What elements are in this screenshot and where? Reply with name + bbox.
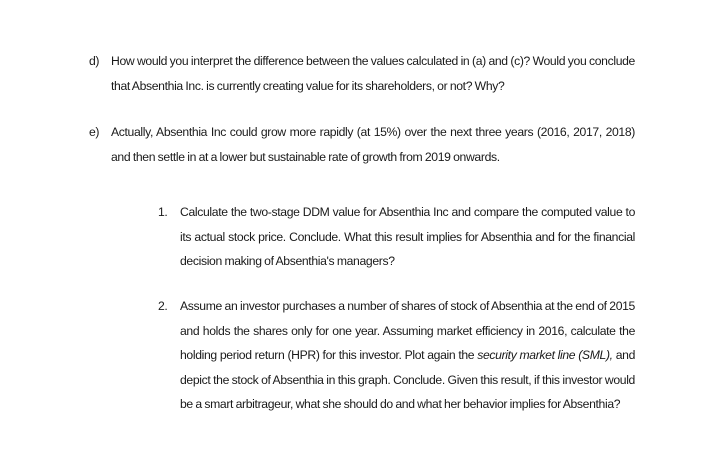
question-d-text: How would you interpret the difference between the values calculated in (a) and (c)? Would you conclude that Absenthia Inc. is currently creating value for its shareholders, or not? Why? — [111, 54, 635, 93]
subquestion-2-text-start: Assume an investor purchases a number of shares of stock of Absenthia at the end of 2015 and holds the shares only for one year. Assuming market efficiency in 2016, calculate the holding period return (HPR) for this investor. Plot again the — [180, 299, 635, 362]
question-e-text: Actually, Absenthia Inc could grow more rapidly (at 15%) over the next three years (2016, 2017, 2018) and then settle in at a lower but sustainable rate of growth from 2019 onwards. — [111, 125, 635, 164]
subquestion-1-marker: 1. — [158, 205, 168, 219]
subquestion-2 — [0, 294, 721, 444]
subquestion-1-text: Calculate the two-stage DDM value for Absenthia Inc and compare the computed value to its actual stock price. Conclude. What this result implies for Absenthia and for the financial decision making of Absenthia's managers? — [180, 205, 635, 268]
subquestion-2-marker: 2. — [158, 299, 168, 313]
subquestion-2-text — [180, 294, 635, 417]
question-e — [0, 120, 721, 180]
subquestion-1 — [0, 200, 721, 280]
question-d-marker: d) — [89, 54, 100, 68]
subquestion-2-text-end: and depict the stock of Absenthia in this graph. Conclude. Given this result, if this investor would be a smart arbitrageur, what she should do and what her behavior implies for Absenthia? — [180, 348, 636, 411]
sml-italic-term: security market line (SML), — [477, 348, 613, 362]
question-d — [0, 49, 721, 109]
question-e-marker: e) — [89, 125, 100, 139]
